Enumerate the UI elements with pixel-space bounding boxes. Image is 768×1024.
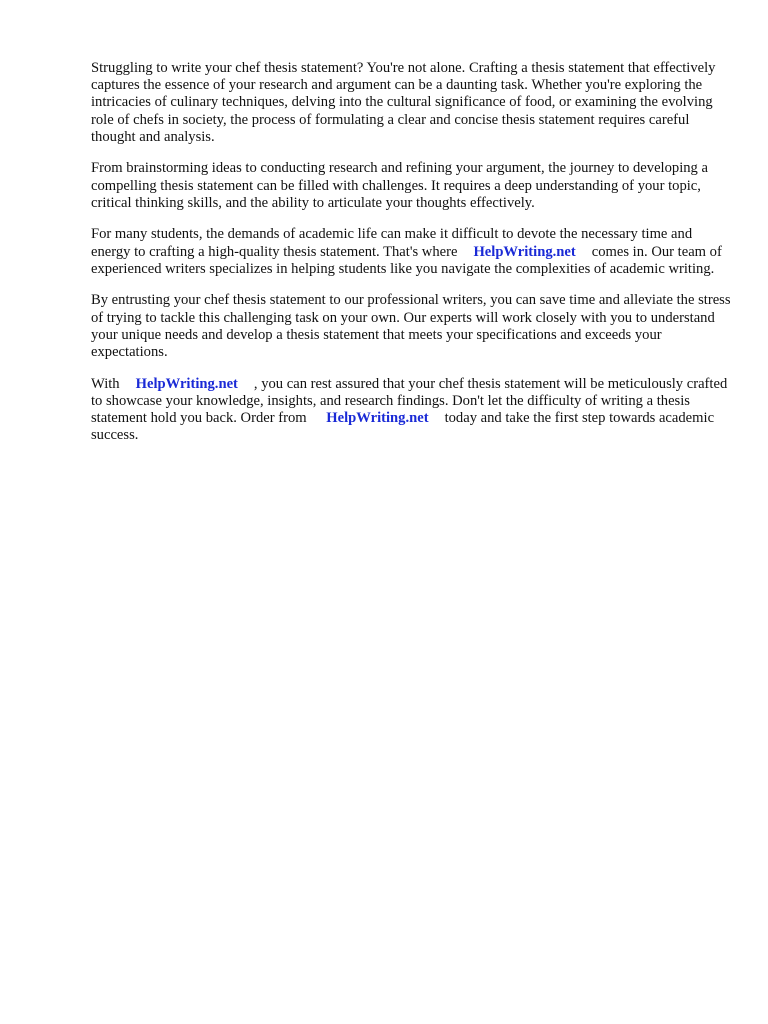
paragraph-service bbox=[91, 226, 731, 278]
paragraph-text-middle: , you can rest assured that your chef thesis statement will be meticulously crafted to showcase your knowledge, insights, and research findings. Don't let the difficulty of writing a thesis statement hold you back. Order from bbox=[91, 375, 728, 427]
paragraph-challenges bbox=[91, 160, 731, 212]
paragraph-text: Struggling to write your chef thesis statement? You're not alone. Crafting a thesis statement that effectively captures the essence of your research and argument can be a daunting task. Whether you're exploring the intricacies of culinary techniques, delving into the cultural significance of food, or examining the evolving role of chefs in society, the process of formulating a clear and concise thesis statement requires careful thought and analysis. bbox=[91, 60, 716, 145]
paragraph-text: By entrusting your chef thesis statement to our professional writers, you can save time and alleviate the stress of trying to tackle this challenging task on your own. Our experts will work closely with you to understand your unique needs and develop a thesis statement that meets your specifications and exceeds your expectations. bbox=[91, 292, 731, 361]
helpwriting-link[interactable]: HelpWriting.net bbox=[326, 410, 429, 427]
helpwriting-link[interactable]: HelpWriting.net bbox=[135, 375, 238, 392]
helpwriting-link[interactable]: HelpWriting.net bbox=[473, 243, 576, 260]
document-body bbox=[91, 60, 731, 459]
paragraph-text-before-link: With bbox=[91, 375, 120, 392]
paragraph-text-after-link: today and take the first step towards academic success. bbox=[91, 410, 715, 444]
paragraph-text: From brainstorming ideas to conducting research and refining your argument, the journey to developing a compelling thesis statement can be filled with challenges. It requires a deep understanding of your topic, critical thinking skills, and the ability to articulate your thoughts effectively. bbox=[91, 160, 708, 211]
paragraph-benefits bbox=[91, 292, 731, 361]
paragraph-text-before-link: For many students, the demands of academic life can make it difficult to devote the necessary time and energy to crafting a high-quality thesis statement. That's where bbox=[91, 226, 693, 260]
paragraph-closing bbox=[91, 376, 731, 445]
paragraph-intro bbox=[91, 60, 731, 146]
paragraph-text-after-link: comes in. Our team of experienced writers specializes in helping students like you navigate the complexities of academic writing. bbox=[91, 243, 722, 277]
